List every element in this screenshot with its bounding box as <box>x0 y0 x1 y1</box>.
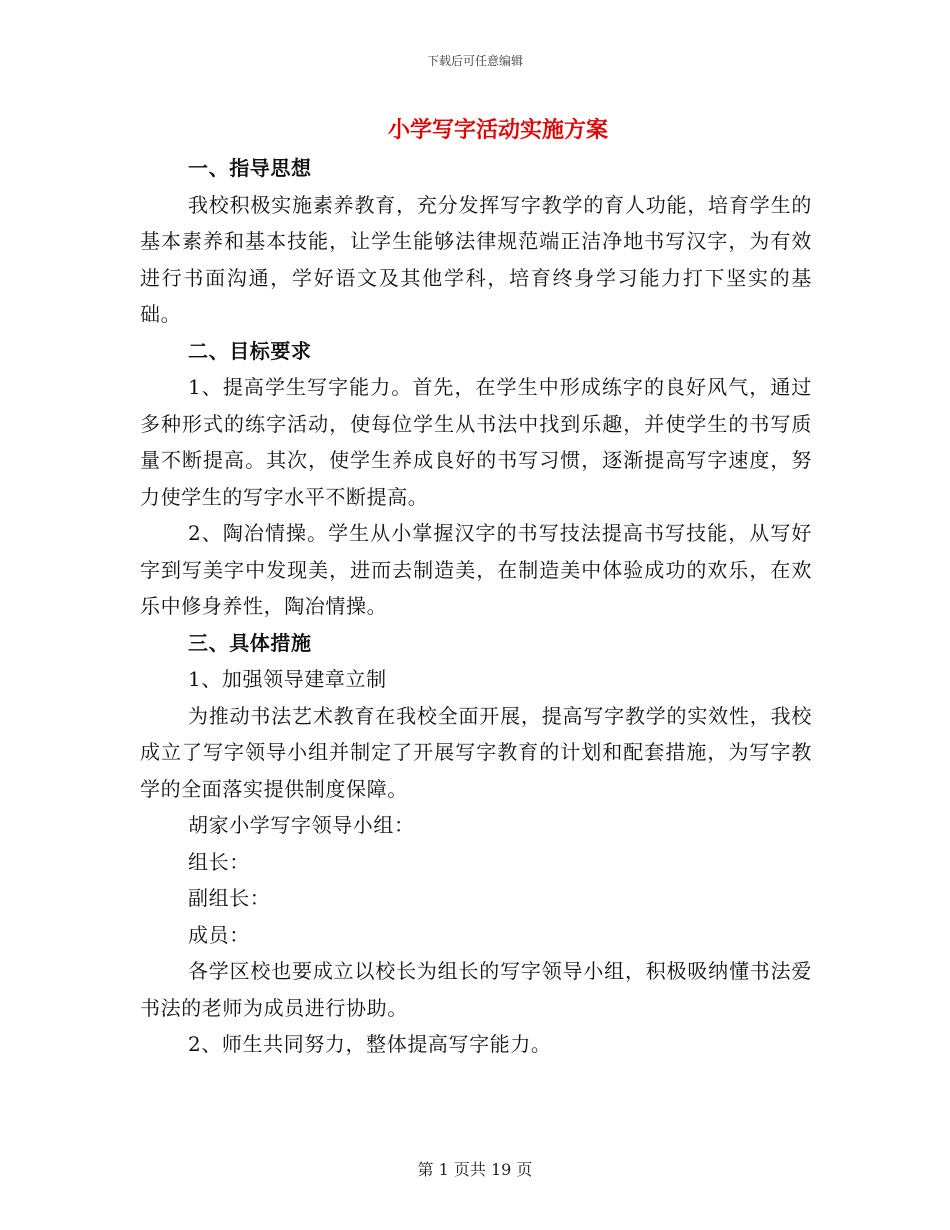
paragraph: 1、提高学生写字能力。首先，在学生中形成练字的良好风气，通过多种形式的练字活动，使每位学生从书法中找到乐趣，并使学生的书写质量不断提高。其次，使学生养成良好的书写习惯，逐渐提高写字速度，努力使学生的写字水平不断提高。 <box>140 375 812 509</box>
paragraph: 1、加强领导建章立制 <box>188 667 387 691</box>
paragraph: 胡家小学写字领导小组： <box>188 813 415 837</box>
header-note: 下载后可任意编辑 <box>426 54 523 68</box>
paragraph: 2、陶冶情操。学生从小掌握汉字的书写技法提高书写技能，从写好字到写美字中发现美，进而去制造美，在制造美中体验成功的欢乐，在欢乐中修身养性，陶冶情操。 <box>140 521 812 618</box>
paragraph: 成员： <box>188 922 250 947</box>
paragraph: 组长： <box>188 849 250 874</box>
page-footer: 第 1 页共 19 页 <box>417 1160 533 1179</box>
section-heading: 二、目标要求 <box>188 338 312 363</box>
paragraph: 副组长： <box>188 886 271 910</box>
section-heading: 一、指导思想 <box>188 156 312 180</box>
document-title: 小学写字活动实施方案 <box>387 117 608 143</box>
section-heading: 三、具体措施 <box>188 630 312 655</box>
document-body <box>140 150 812 1063</box>
paragraph: 我校积极实施素养教育，充分发挥写字教学的育人功能，培育学生的基本素养和基本技能，让学生能够法律规范端正洁净地书写汉字，为有效进行书面沟通，学好语文及其他学科，培育终身学习能力打下坚实的基础。 <box>140 192 812 326</box>
paragraph: 各学区校也要成立以校长为组长的写字领导小组，积极吸纳懂书法爱书法的老师为成员进行协助。 <box>140 959 812 1020</box>
paragraph: 为推动书法艺术教育在我校全面开展，提高写字教学的实效性，我校成立了写字领导小组并制定了开展写字教育的计划和配套措施，为写字教学的全面落实提供制度保障。 <box>140 703 812 801</box>
paragraph: 2、师生共同努力，整体提高写字能力。 <box>188 1032 552 1056</box>
